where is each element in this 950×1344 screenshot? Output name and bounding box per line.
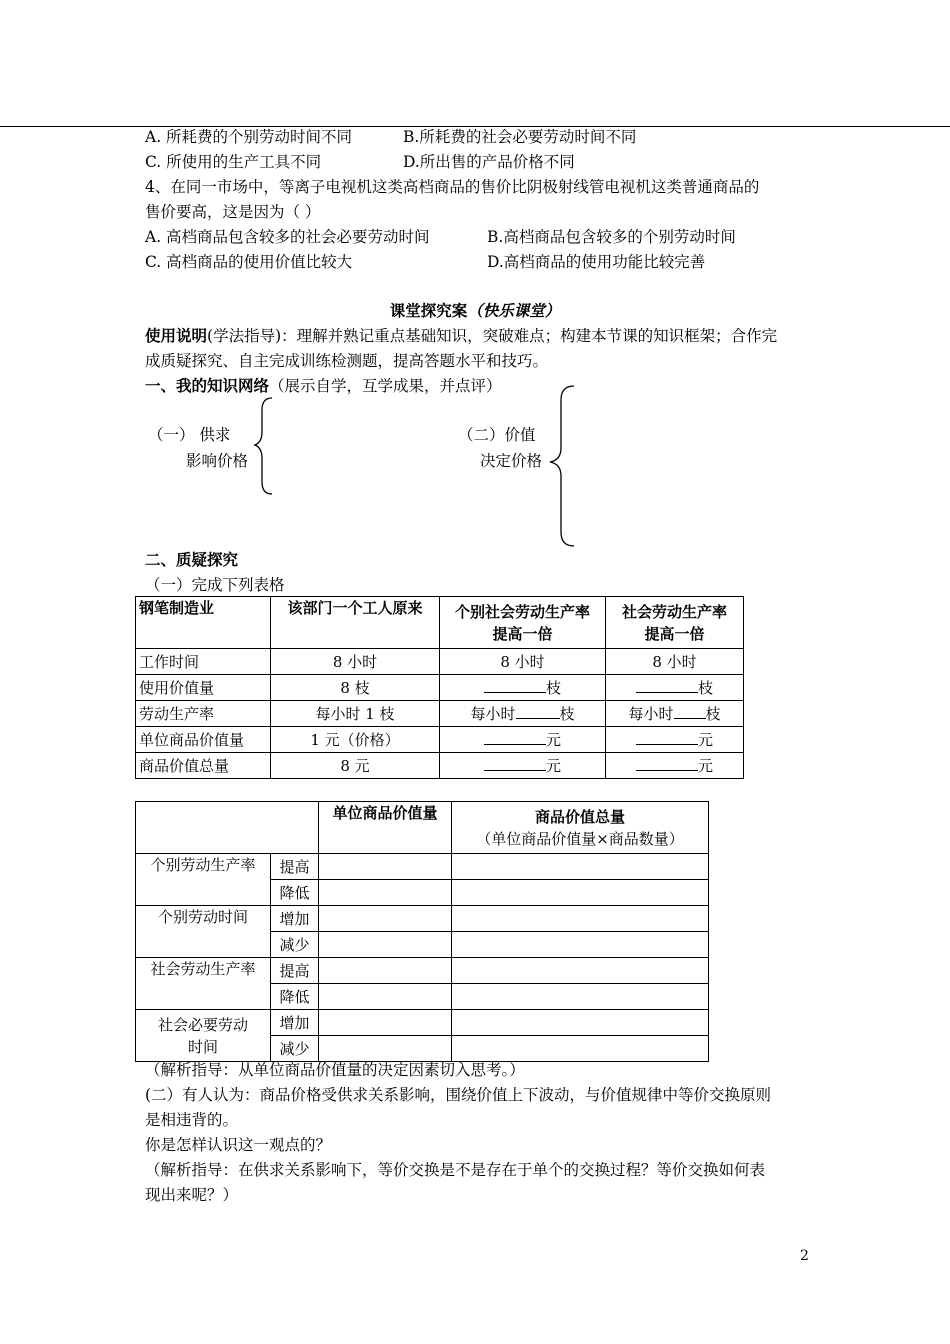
table2-answer-cell[interactable] [319, 854, 452, 880]
table2-answer-cell[interactable] [319, 880, 452, 906]
table1-cell: 8 元 [271, 753, 440, 779]
usage-text1: (学法指导)：理解并熟记重点基础知识，突破难点；构建本节课的知识框架；合作完 [207, 327, 778, 345]
fill-blank[interactable] [484, 678, 546, 693]
table2-header-empty [136, 802, 319, 854]
part1-heading-note: （展示自学，互学成果，并点评） [269, 377, 502, 395]
table-row [136, 958, 709, 984]
table2-answer-cell[interactable] [319, 932, 452, 958]
table1-header-row [136, 597, 744, 649]
table2-answer-cell[interactable] [452, 984, 709, 1010]
q4-option-c: C. 高档商品的使用价值比较大 [145, 253, 353, 271]
table1-row-label: 工作时间 [136, 649, 271, 675]
table2-answer-cell[interactable] [452, 906, 709, 932]
table2-group-label: 个别劳动生产率 [136, 854, 271, 906]
table1-row-label: 商品价值总量 [136, 753, 271, 779]
q2-line2: 是相违背的。 [145, 1111, 239, 1129]
fill-blank[interactable] [674, 704, 706, 719]
hint1: （解析指导：从单位商品价值量的决定因素切入思考。） [145, 1061, 525, 1079]
table1-header-industry: 钢笔制造业 [136, 597, 271, 649]
table2-answer-cell[interactable] [319, 984, 452, 1010]
table1-fill-cell[interactable]: 枝 [606, 675, 744, 701]
table2-sub-label: 减少 [271, 1036, 319, 1062]
network-left-line2: 影响价格 [186, 452, 249, 470]
table-row [136, 675, 744, 701]
q3-option-b: B.所耗费的社会必要劳动时间不同 [403, 128, 637, 146]
table2-answer-cell[interactable] [319, 1010, 452, 1036]
table2-sub-label: 增加 [271, 906, 319, 932]
table-row [136, 854, 709, 880]
table2-answer-cell[interactable] [452, 958, 709, 984]
table2-answer-cell[interactable] [319, 1036, 452, 1062]
table1-header-individual: 个别社会劳动生产率 提高一倍 [440, 597, 606, 649]
table1-cell: 每小时 1 枝 [271, 701, 440, 727]
table2-group-label: 个别劳动时间 [136, 906, 271, 958]
q3-option-a: A. 所耗费的个别劳动时间不同 [145, 128, 353, 146]
table2-header-row [136, 802, 709, 854]
network-right-line1: （二）价值 [458, 426, 536, 444]
hint2-line1: （解析指导：在供求关系影响下，等价交换是不是存在于单个的交换过程？等价交换如何表 [145, 1161, 766, 1179]
table1-row-label: 单位商品价值量 [136, 727, 271, 753]
table2-group-label: 社会必要劳动 时间 [136, 1010, 271, 1062]
q4-option-d: D.高档商品的使用功能比较完善 [487, 253, 706, 271]
table1-fill-cell[interactable]: 元 [606, 753, 744, 779]
table1-header-social: 社会劳动生产率 提高一倍 [606, 597, 744, 649]
fill-blank[interactable] [484, 756, 546, 771]
table1-fill-cell[interactable]: 元 [440, 753, 606, 779]
table2-answer-cell[interactable] [452, 1010, 709, 1036]
q2-line3: 你是怎样认识这一观点的？ [145, 1136, 332, 1154]
table2-answer-cell[interactable] [452, 854, 709, 880]
q3-option-c: C. 所使用的生产工具不同 [145, 153, 322, 171]
table2-header-unit-value: 单位商品价值量 [319, 802, 452, 854]
fill-blank[interactable] [636, 678, 698, 693]
table2-sub-label: 提高 [271, 958, 319, 984]
table1-fill-cell[interactable]: 元 [440, 727, 606, 753]
table-row [136, 727, 744, 753]
table1-fill-cell[interactable]: 枝 [440, 675, 606, 701]
table1-row-label: 劳动生产率 [136, 701, 271, 727]
table1-fill-cell[interactable]: 每小时 枝 [440, 701, 606, 727]
table2-answer-cell[interactable] [452, 932, 709, 958]
table2-header-total: 商品价值总量 （单位商品价值量×商品数量） [452, 802, 709, 854]
table-row [136, 649, 744, 675]
table2-sub-label: 减少 [271, 932, 319, 958]
part1-heading-main: 一、我的知识网络 [145, 376, 270, 395]
network-left-line1: （一） 供求 [148, 426, 231, 444]
fill-blank[interactable] [484, 730, 546, 745]
table2-sub-label: 降低 [271, 984, 319, 1010]
part2-sub1: （一）完成下列表格 [145, 576, 285, 594]
table2-sub-label: 增加 [271, 1010, 319, 1036]
q4-option-b: B.高档商品包含较多的个别劳动时间 [487, 228, 736, 246]
table2-answer-cell[interactable] [452, 880, 709, 906]
table1-header-original: 该部门一个工人原来 [271, 597, 440, 649]
q4-stem-line1: 4、在同一市场中，等离子电视机这类高档商品的售价比阴极射线管电视机这类普通商品的 [145, 178, 760, 196]
brace-right [0, 0, 950, 600]
fill-blank[interactable] [636, 756, 698, 771]
table1-fill-cell[interactable]: 每小时 枝 [606, 701, 744, 727]
fill-blank[interactable] [636, 730, 698, 745]
usage-line2: 成质疑探究、自主完成训练检测题，提高答题水平和技巧。 [145, 352, 549, 370]
table2-answer-cell[interactable] [452, 1036, 709, 1062]
table2-group-label: 社会劳动生产率 [136, 958, 271, 1010]
table1-cell: 8 小时 [606, 649, 744, 675]
section-title-paren: （快乐课堂） [467, 301, 561, 320]
section-title-main: 课堂探究案 [389, 301, 468, 320]
table-row [136, 701, 744, 727]
q3-option-d: D.所出售的产品价格不同 [403, 153, 575, 171]
table1-cell: 8 小时 [271, 649, 440, 675]
table2-answer-cell[interactable] [319, 958, 452, 984]
pen-industry-table [135, 596, 744, 779]
hint2-line2: 现出来呢？） [145, 1186, 239, 1204]
table2-sub-label: 降低 [271, 880, 319, 906]
table-row [136, 753, 744, 779]
table2-answer-cell[interactable] [319, 906, 452, 932]
usage-label: 使用说明 [145, 326, 208, 345]
table1-fill-cell[interactable]: 元 [606, 727, 744, 753]
q4-stem-line2: 售价要高，这是因为（ ） [145, 203, 321, 221]
page-number: 2 [800, 1248, 809, 1264]
q2-line1: (二）有人认为：商品价格受供求关系影响，围绕价值上下波动，与价值规律中等价交换原则 [145, 1086, 772, 1104]
factor-analysis-table [135, 801, 709, 1062]
table-row [136, 1010, 709, 1036]
q4-option-a: A. 高档商品包含较多的社会必要劳动时间 [145, 228, 430, 246]
table1-cell: 1 元（价格） [271, 727, 440, 753]
network-right-line2: 决定价格 [480, 452, 543, 470]
table1-cell: 8 枝 [271, 675, 440, 701]
table2-sub-label: 提高 [271, 854, 319, 880]
table1-cell: 8 小时 [440, 649, 606, 675]
fill-blank[interactable] [516, 704, 560, 719]
table-row [136, 906, 709, 932]
part2-heading: 二、质疑探究 [145, 550, 239, 569]
table1-row-label: 使用价值量 [136, 675, 271, 701]
